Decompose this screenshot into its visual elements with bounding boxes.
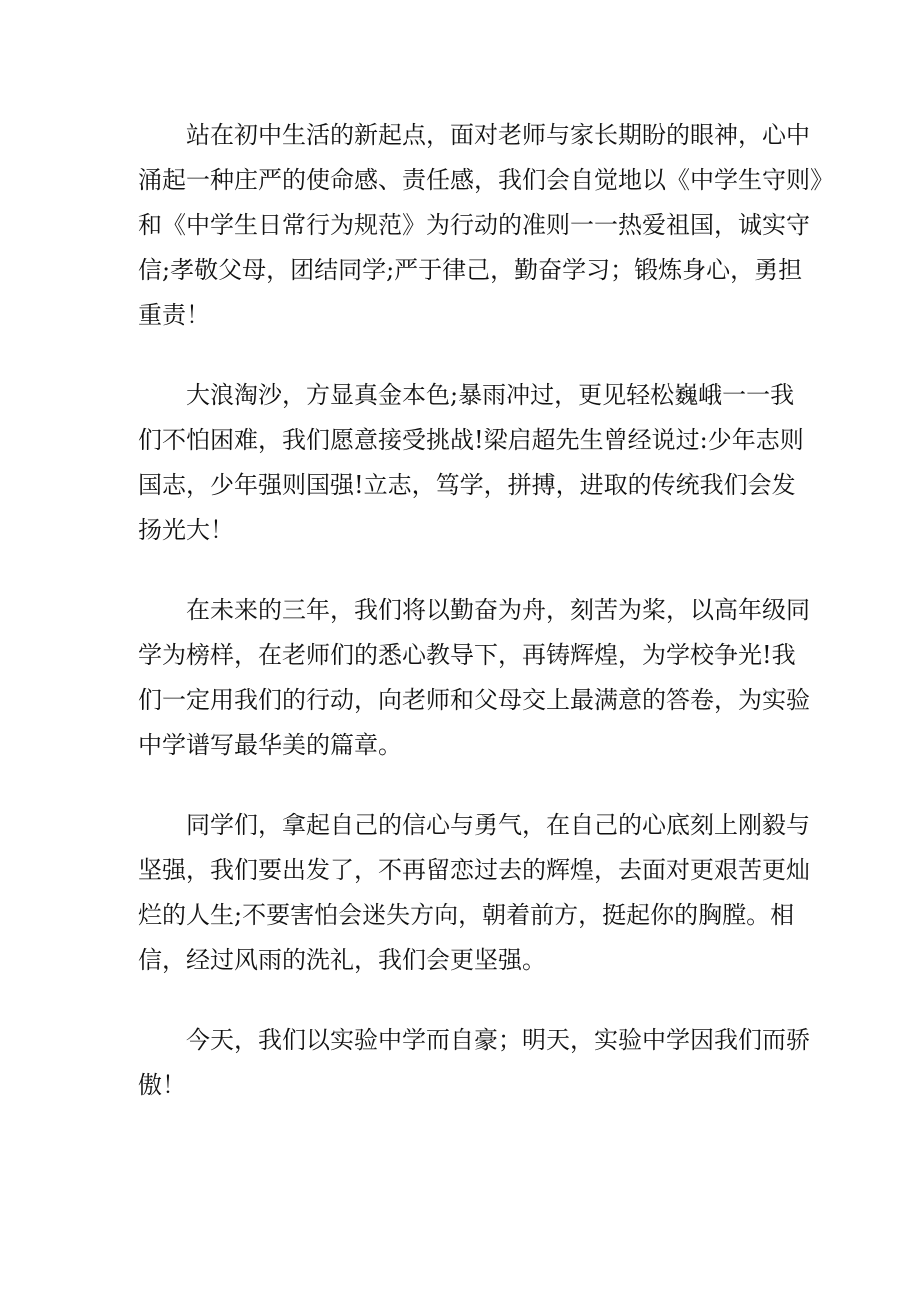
paragraph-line: 们一定用我们的行动，向老师和父母交上最满意的答卷，为实验 [138,686,810,714]
paragraph-1 [138,113,834,338]
paragraph-line: 同学们，拿起自己的信心与勇气，在自己的心底刻上刚毅与 [186,811,810,839]
paragraph-line: 站在初中生活的新起点，面对老师与家长期盼的眼神，心中 [186,121,810,149]
paragraph-line: 信，经过风雨的洗礼，我们会更坚强。 [138,946,546,974]
paragraph-line: 中学谱写最华美的篇章。 [138,731,402,759]
paragraph-2 [138,373,804,553]
paragraph-line: 扬光大！ [138,516,234,544]
paragraph-line: 坚强，我们要出发了，不再留恋过去的辉煌，去面对更艰苦更灿 [138,856,810,884]
paragraph-line: 涌起一种庄严的使命感、责任感，我们会自觉地以《中学生守则》 [138,166,834,194]
paragraph-line: 今天，我们以实验中学而自豪；明天，实验中学因我们而骄 [186,1026,810,1054]
paragraph-5 [138,1018,810,1108]
paragraph-4 [138,803,810,983]
paragraph-line: 们不怕困难，我们愿意接受挑战!梁启超先生曾经说过:少年志则 [138,426,804,454]
paragraph-line: 和《中学生日常行为规范》为行动的准则一一热爱祖国，诚实守 [138,211,810,239]
paragraph-line: 信;孝敬父母，团结同学;严于律己，勤奋学习；锻炼身心，勇担 [138,256,803,284]
paragraph-line: 傲！ [138,1071,186,1099]
paragraph-line: 国志，少年强则国强!立志，笃学，拼搏，进取的传统我们会发 [138,471,796,499]
paragraph-3 [138,588,810,768]
paragraph-line: 烂的人生;不要害怕会迷失方向，朝着前方，挺起你的胸膛。相 [138,901,795,929]
paragraph-line: 大浪淘沙，方显真金本色;暴雨冲过，更见轻松巍峨一一我 [186,381,795,409]
paragraph-line: 重责！ [138,301,210,329]
paragraph-line: 学为榜样，在老师们的悉心教导下，再铸辉煌，为学校争光!我 [138,641,796,669]
paragraph-line: 在未来的三年，我们将以勤奋为舟，刻苦为桨，以高年级同 [186,596,810,624]
